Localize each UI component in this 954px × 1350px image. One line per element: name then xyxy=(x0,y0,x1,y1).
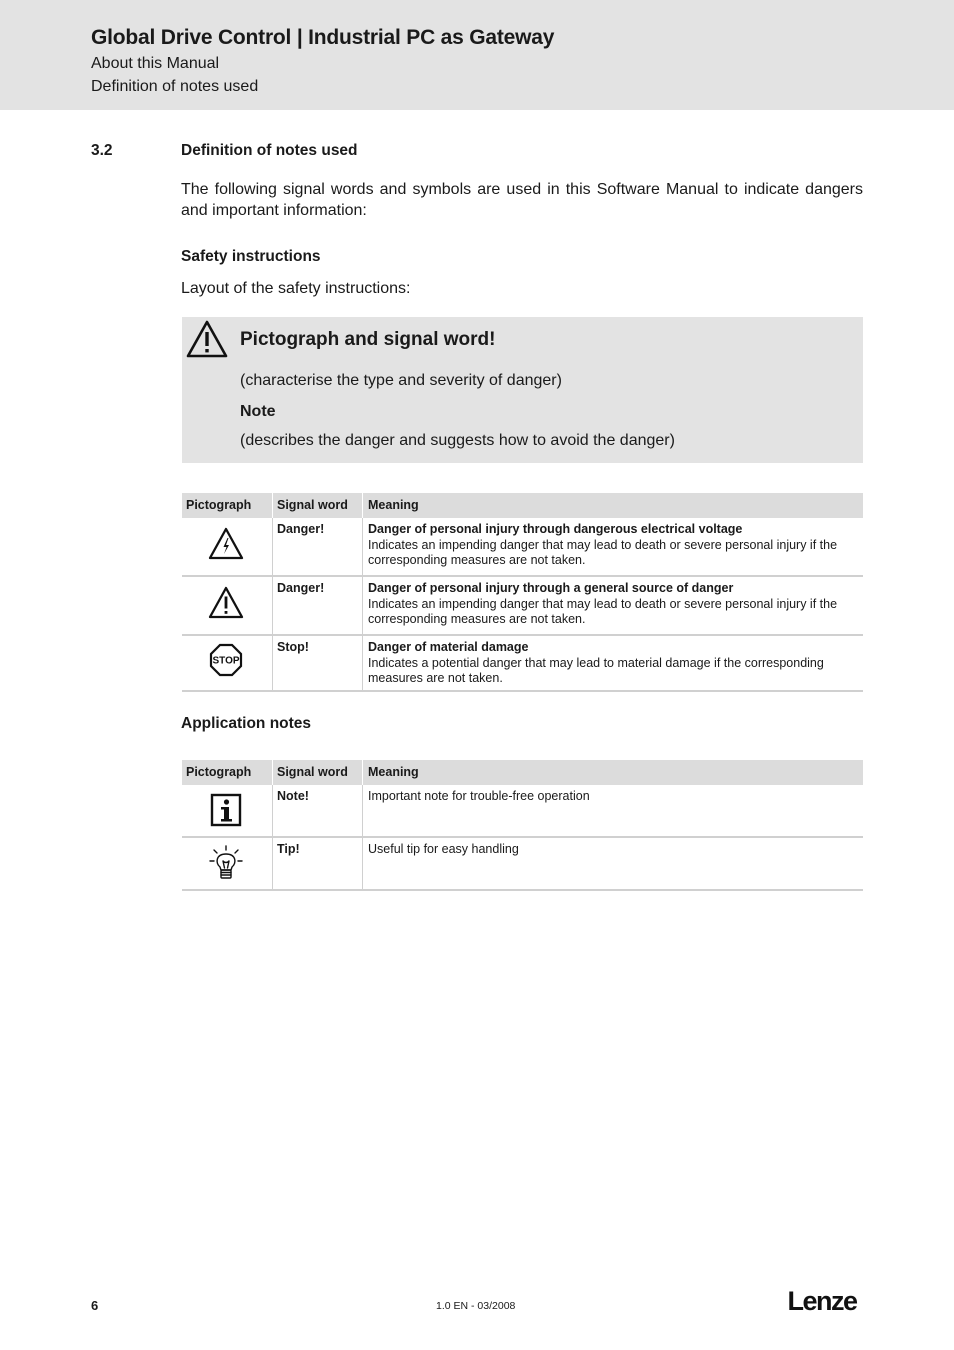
column-header-meaning: Meaning xyxy=(368,498,419,512)
box-danger-description: (characterise the type and severity of danger) xyxy=(240,372,562,389)
box-avoid-description: (describes the danger and suggests how to avoid the danger) xyxy=(240,432,675,449)
meaning-cell xyxy=(368,842,858,858)
meaning-cell xyxy=(368,789,858,805)
page-number: 6 xyxy=(91,1298,99,1313)
meaning-text: Useful tip for easy handling xyxy=(368,842,519,856)
general-hazard-icon xyxy=(207,585,245,621)
intro-paragraph: The following signal words and symbols are used in this Software Manual to indicate dangers and important information: xyxy=(181,181,863,219)
meaning-title: Danger of personal injury through a general source of danger xyxy=(368,581,734,595)
meaning-text: Indicates an impending danger that may lead to death or severe personal injury if the corresponding measures are not taken. xyxy=(368,596,838,626)
application-pictograph-table xyxy=(182,760,863,891)
document-title: Global Drive Control | Industrial PC as Gateway xyxy=(91,26,555,49)
breadcrumb-chapter: About this Manual xyxy=(91,55,220,72)
section-title: Definition of notes used xyxy=(181,142,358,159)
box-note-label: Note xyxy=(240,403,276,420)
meaning-cell xyxy=(368,640,858,687)
box-heading: Pictograph and signal word! xyxy=(240,329,496,350)
table-row xyxy=(182,518,863,577)
stop-sign-text: STOP xyxy=(212,655,240,667)
electrical-hazard-icon xyxy=(207,526,245,562)
safety-layout-label: Layout of the safety instructions: xyxy=(181,280,411,297)
signal-word: Danger! xyxy=(277,522,325,536)
column-header-meaning: Meaning xyxy=(368,765,419,779)
stop-sign-icon xyxy=(209,643,243,677)
table-header xyxy=(182,760,863,785)
safety-instructions-heading: Safety instructions xyxy=(181,248,321,265)
table-row xyxy=(182,838,863,891)
meaning-title: Danger of material damage xyxy=(368,640,529,654)
meaning-title: Danger of personal injury through dangerous electrical voltage xyxy=(368,522,743,536)
table-header xyxy=(182,493,863,518)
warning-triangle-icon xyxy=(185,319,229,359)
table-row xyxy=(182,636,863,692)
column-header-pictograph: Pictograph xyxy=(186,498,252,512)
safety-instruction-box xyxy=(182,317,863,463)
meaning-text: Important note for trouble-free operation xyxy=(368,789,590,803)
signal-word: Danger! xyxy=(277,581,325,595)
table-row xyxy=(182,577,863,636)
logo-text: Lenze xyxy=(787,1287,857,1315)
meaning-text: Indicates an impending danger that may lead to death or severe personal injury if the corresponding measures are not taken. xyxy=(368,537,838,567)
lenze-logo xyxy=(782,1287,862,1315)
info-icon xyxy=(210,793,242,827)
meaning-cell xyxy=(368,522,858,569)
column-header-signal-word: Signal word xyxy=(277,498,348,512)
breadcrumb-section: Definition of notes used xyxy=(91,78,259,95)
document-version: 1.0 EN - 03/2008 xyxy=(436,1300,516,1312)
meaning-text: Indicates a potential danger that may lead to material damage if the corresponding measures are not taken. xyxy=(368,655,824,685)
lightbulb-icon xyxy=(208,844,244,882)
safety-pictograph-table xyxy=(182,493,863,692)
section-number: 3.2 xyxy=(91,142,113,159)
table-row xyxy=(182,785,863,838)
application-notes-heading: Application notes xyxy=(181,715,312,732)
meaning-cell xyxy=(368,581,858,628)
signal-word: Stop! xyxy=(277,640,309,654)
column-header-signal-word: Signal word xyxy=(277,765,348,779)
signal-word: Tip! xyxy=(277,842,300,856)
page-header xyxy=(0,0,954,110)
column-header-pictograph: Pictograph xyxy=(186,765,252,779)
signal-word: Note! xyxy=(277,789,309,803)
